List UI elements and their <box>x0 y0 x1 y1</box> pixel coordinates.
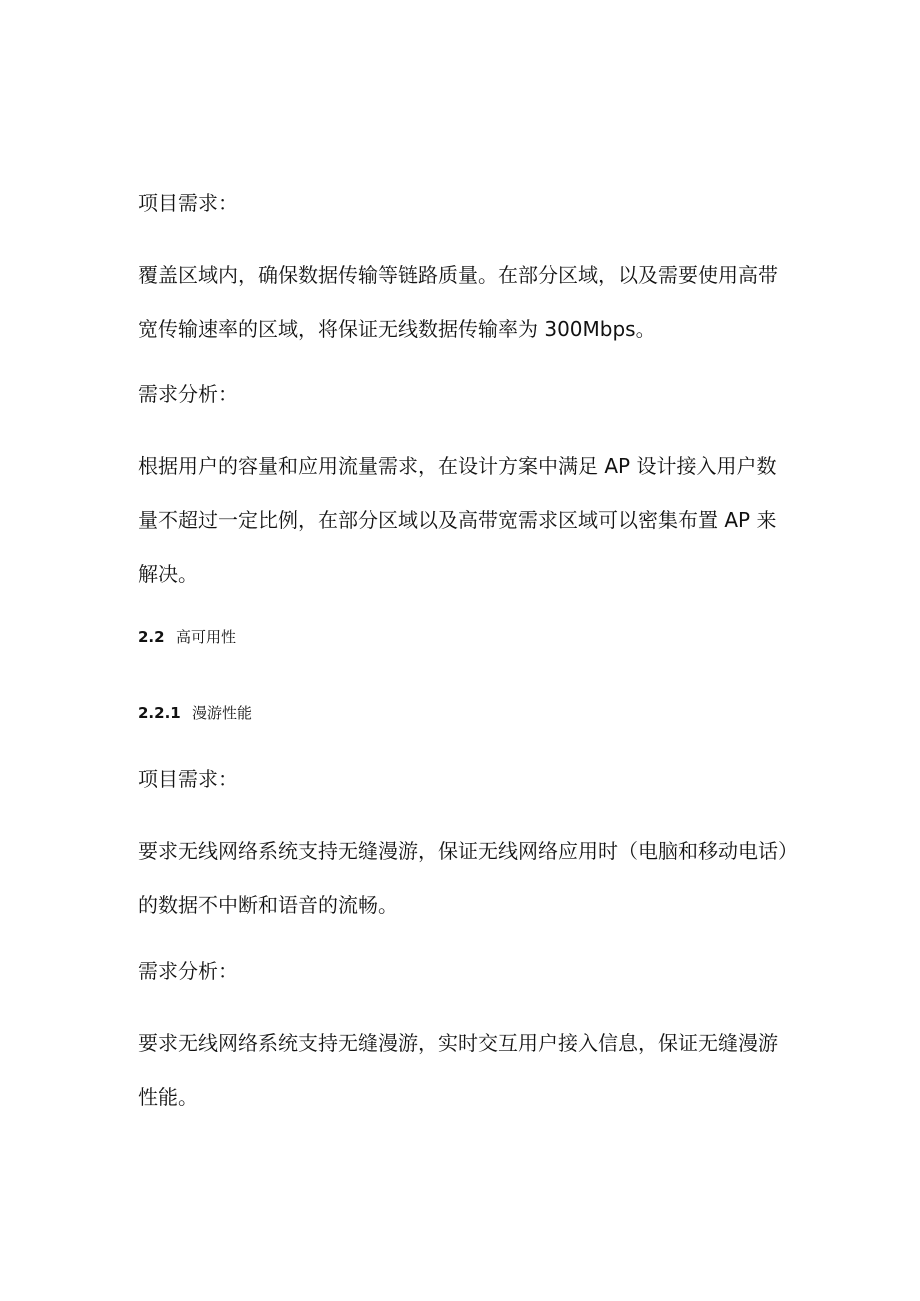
analysis-paragraph <box>138 1033 798 1107</box>
section-heading-2-2-1 <box>138 705 252 721</box>
heading-number: 2.2 <box>138 628 165 646</box>
heading-number: 2.2.1 <box>138 704 181 722</box>
paragraph-line: 解决。 <box>138 562 198 586</box>
paragraph-line: 覆盖区域内，确保数据传输等链路质量。在部分区域，以及需要使用高带 <box>138 263 778 287</box>
paragraph-line: 宽传输速率的区域，将保证无线数据传输率为 300Mbps。 <box>138 317 656 341</box>
paragraph-line: 要求无线网络系统支持无缝漫游，实时交互用户接入信息，保证无缝漫游 <box>138 1031 778 1055</box>
requirement-paragraph <box>138 265 798 339</box>
requirement-paragraph <box>138 841 798 915</box>
requirement-label: 项目需求： <box>138 767 238 791</box>
heading-title: 高可用性 <box>176 628 237 646</box>
analysis-label: 需求分析： <box>138 382 238 406</box>
paragraph-line: 量不超过一定比例，在部分区域以及高带宽需求区域可以密集布置 AP 来 <box>138 508 777 532</box>
paragraph-line: 根据用户的容量和应用流量需求，在设计方案中满足 AP 设计接入用户数 <box>138 454 777 478</box>
analysis-label: 需求分析： <box>138 959 238 983</box>
paragraph-line: 性能。 <box>138 1085 198 1109</box>
paragraph-line: 要求无线网络系统支持无缝漫游，保证无线网络应用时（电脑和移动电话） <box>138 839 798 863</box>
section-heading-2-2 <box>138 629 236 645</box>
paragraph-line: 的数据不中断和语音的流畅。 <box>138 893 398 917</box>
heading-title: 漫游性能 <box>192 704 253 722</box>
requirement-label: 项目需求： <box>138 191 238 215</box>
analysis-paragraph <box>138 456 798 584</box>
